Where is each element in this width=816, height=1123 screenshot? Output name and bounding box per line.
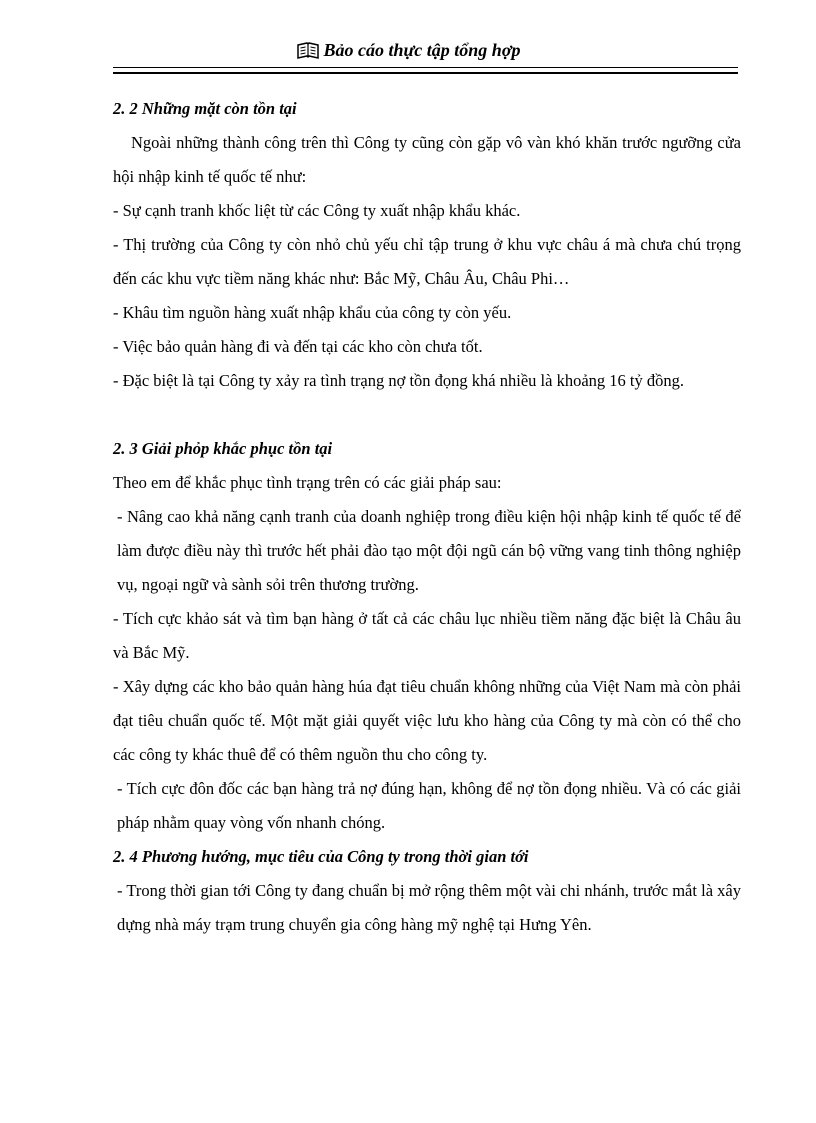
header-rule-thin [113, 67, 738, 68]
section-2-2-item: - Thị trường của Công ty còn nhỏ chủ yếu chỉ tập trung ở khu vực châu á mà chưa chú trọng đến các khu vực tiềm năng khác như: Bắc Mỹ, Châu Âu, Châu Phi… [113, 235, 741, 288]
section-2-4-item: - Trong thời gian tới Công ty đang chuẩn bị mở rộng thêm một vài chi nhánh, trước mắt là xây dựng nhà máy trạm trung chuyển gia công hàng mỹ nghệ tại Hưng Yên. [117, 881, 741, 934]
book-icon [296, 42, 320, 66]
section-heading-2-3: 2. 3 Giải phỏp khắc phục tồn tại [113, 439, 333, 458]
section-2-2-item: - Việc bảo quản hàng đi và đến tại các kho còn chưa tốt. [113, 337, 483, 356]
header-title: Bảo cáo thực tập tổng hợp [323, 40, 521, 60]
section-2-3-intro: Theo em để khắc phục tình trạng trên có các giải pháp sau: [113, 473, 502, 492]
section-2-2-item: - Sự cạnh tranh khốc liệt từ các Công ty xuất nhập khẩu khác. [113, 201, 521, 220]
section-2-3-item: - Xây dựng các kho bảo quản hàng húa đạt tiêu chuẩn không những của Việt Nam mà còn phải đạt tiêu chuẩn quốc tế. Một mặt giải quyết việc lưu kho hàng của Công ty mà còn có thể cho các công ty khác thuê để có thêm nguồn thu cho công ty. [113, 677, 741, 764]
page-header [0, 38, 816, 66]
section-2-2-intro: Ngoài những thành công trên thì Công ty cũng còn gặp vô vàn khó khăn trước ngưỡng cửa hội nhập kinh tế quốc tế như: [113, 133, 741, 186]
section-heading-2-2: 2. 2 Những mặt còn tồn tại [113, 99, 297, 118]
section-2-3-item: - Tích cực đôn đốc các bạn hàng trả nợ đúng hạn, không để nợ tồn đọng nhiều. Và có các giải pháp nhằm quay vòng vốn nhanh chóng. [117, 779, 741, 832]
section-2-3-item: - Tích cực khảo sát và tìm bạn hàng ở tất cả các châu lục nhiều tiềm năng đặc biệt là Châu âu và Bắc Mỹ. [113, 609, 741, 662]
section-2-3-item: - Nâng cao khả năng cạnh tranh của doanh nghiệp trong điều kiện hội nhập kinh tế quốc tế để làm được điều này thì trước hết phải đào tạo một đội ngũ cán bộ vững vang tinh thông nghiệp vụ, ngoại ngữ và sành sỏi trên thương trường. [117, 507, 741, 594]
section-2-2-item: - Đặc biệt là tại Công ty xảy ra tình trạng nợ tồn đọng khá nhiều là khoảng 16 tỷ đồng. [113, 371, 684, 390]
document-body [113, 92, 741, 942]
header-rule-thick [113, 72, 738, 74]
section-2-2-item: - Khâu tìm nguồn hàng xuất nhập khẩu của công ty còn yếu. [113, 303, 512, 322]
section-heading-2-4: 2. 4 Phương hướng, mục tiêu của Công ty trong thời gian tới [113, 847, 529, 866]
